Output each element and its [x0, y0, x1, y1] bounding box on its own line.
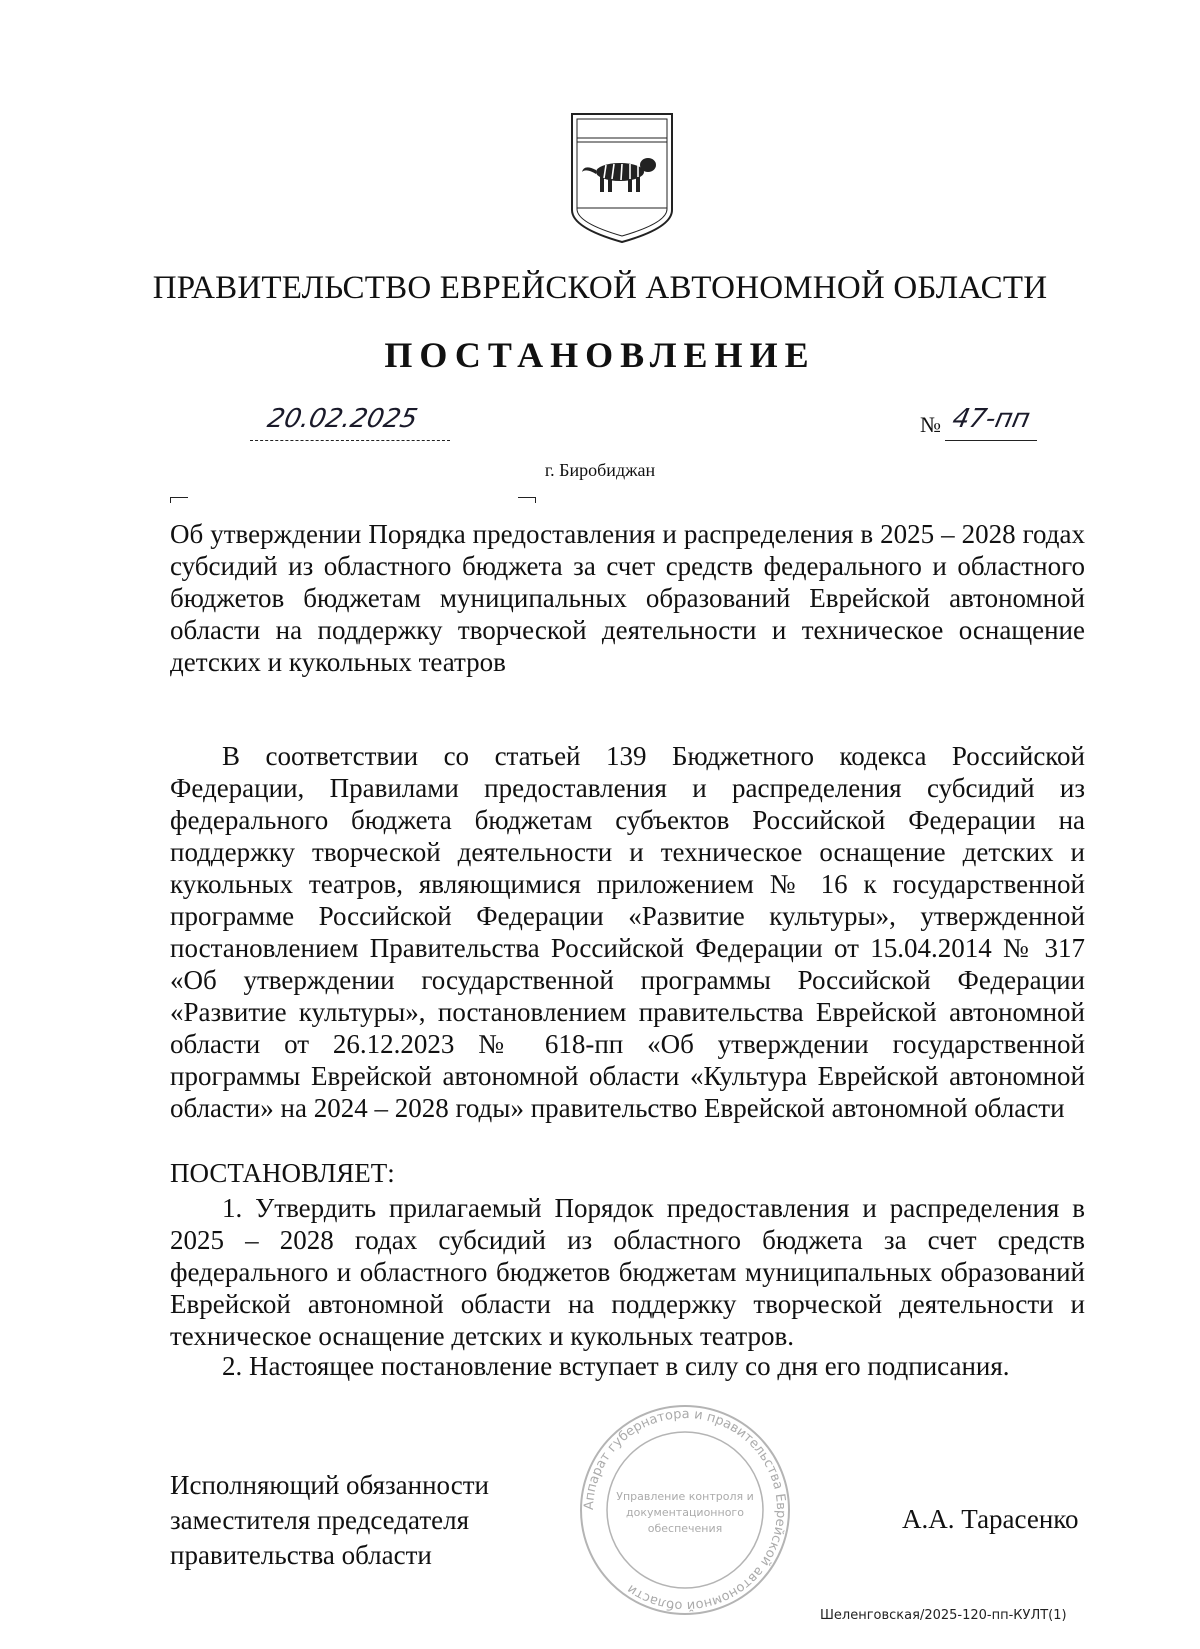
bracket-left — [170, 497, 188, 498]
bracket-left-tick — [170, 497, 171, 503]
decree-keyword: ПОСТАНОВЛЯЕТ: — [170, 1158, 395, 1188]
handwritten-number: 47-пп — [949, 404, 1033, 434]
signatory-position-line-2: заместителя председателя — [170, 1505, 470, 1535]
preamble-paragraph: В соответствии со статьей 139 Бюджетного кодекса Российской Федерации, Правилами предоставления и распределения субсидий из федерального бюджета бюджетам субъектов Российской Федерации на поддержку творческой деятельности и техническое оснащение детских и кукольных театров, являющимися приложением № 16 к государственной программе Российской Федерации «Развитие культуры», утвержденной постановлением Правительства Российской Федерации от 15.04.2014 № 317 «Об утверждении государственной программы Российской Федерации «Развитие культуры», постановлением правительства Еврейской автономной области от 26.12.2023 № 618-пп «Об утверждении государственной программы Еврейской автономной области «Культура Еврейской автономной области» на 2024 – 2028 годы» правительство Еврейской автономной области — [170, 741, 1085, 1123]
round-seal-icon — [575, 1400, 795, 1620]
coat-of-arms-emblem — [568, 110, 676, 246]
bracket-right-tick — [535, 497, 536, 503]
decree-item-2: 2. Настоящее постановление вступает в силу со дня его подписания. — [222, 1351, 1010, 1381]
stamp-inner-line-2: документационного — [626, 1506, 744, 1519]
signatory-position — [170, 1468, 570, 1573]
stamp-inner-line-1: Управление контроля и — [616, 1490, 754, 1503]
signatory-name: А.А. Тарасенко — [902, 1504, 1079, 1534]
handwritten-date: 20.02.2025 — [264, 404, 421, 434]
number-label: № — [920, 412, 941, 437]
stamp-outer-text: Аппарат губернатора и правительства Еврейской автономной области — [581, 1406, 789, 1614]
date-field — [250, 400, 450, 441]
document-footer-code: Шеленговская/2025-120-пп-КУЛТ(1) — [820, 1608, 1067, 1623]
government-title: ПРАВИТЕЛЬСТВО ЕВРЕЙСКОЙ АВТОНОМНОЙ ОБЛАСТИ — [152, 270, 1048, 306]
number-field — [945, 400, 1037, 441]
document-type-title: ПОСТАНОВЛЕНИЕ — [384, 335, 816, 375]
document-subject: Об утверждении Порядка предоставления и распределения в 2025 – 2028 годах субсидий из областного бюджета за счет средств федерального и областного бюджетов бюджетам муниципальных образований Еврейской автономной области на поддержку творческой деятельности и техническое оснащение детских и кукольных театров — [170, 519, 1085, 677]
signatory-position-line-3: правительства области — [170, 1540, 432, 1570]
signatory-position-line-1: Исполняющий обязанности — [170, 1470, 489, 1500]
tiger-coat-of-arms-icon — [568, 110, 676, 246]
decree-item-1: 1. Утвердить прилагаемый Порядок предоставления и распределения в 2025 – 2028 годах субсидий из областного бюджета за счет средств федерального и областного бюджетов бюджетам муниципальных образований Еврейской автономной области на поддержку творческой деятельности и техническое оснащение детских и кукольных театров. — [170, 1193, 1085, 1351]
bracket-right — [518, 497, 536, 498]
official-stamp — [575, 1400, 795, 1620]
city-line: г. Биробиджан — [544, 460, 656, 480]
stamp-inner-line-3: обеспечения — [647, 1522, 723, 1535]
